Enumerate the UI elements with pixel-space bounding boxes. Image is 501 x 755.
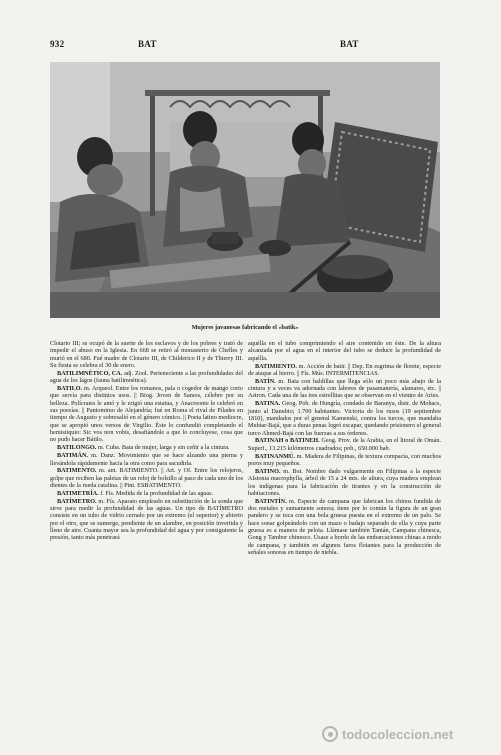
entry-text: m. Cuba. Bata de mujer, larga y sin ceñir a la cintura.	[96, 444, 230, 452]
entry-headword: BATINA.	[255, 400, 281, 408]
entry-batin	[248, 378, 441, 400]
entry-batiman	[50, 452, 243, 467]
entry-text: m. Arqueol. Entre los romanos, pala o cogedor de mango corto que servía para distintos usos. || Biog. Joven de Samos, célebre por su belleza. Polícrates le amó y le erigió una estatua, y Anacreonte le celebró en sus poesías. || Pantomimo de Alejandría; fué en Roma el rival de Pílades en tiempo de Augusto y sobresalió en el género cómico. || Poeta latino mediocre, que se apropió unos versos de Virgilio. Éste lo confundió completando el hemistiquio: Sic vos non vobis, desafiándole a que lo concluyese, cosa que no pudo hacer Bátilo.	[50, 385, 243, 444]
entry-text: Geog. Pob. de Hungría, condado de Baranya, distr. de Mohacs, junto al Danubio; 1.700 habitantes. Victoria de los rusos (19 septiembre 1810), mandados por el general Kamenski, contra los turcos, que mandaba Muhtar-Bajá, que a duras penas logró escapar, quedando prisionero el general turco Ahmed-Bajá con las fuerzas a sus órdenes.	[248, 400, 441, 437]
text-column-left	[50, 340, 243, 542]
entry-text: Clotario III; se ocupó de la suerte de los esclavos y de los pobres y trató de impedir el abuso en la Iglesia. En 668 se retiró al monasterio de Chelles y murió en el 680. Fué madre de Clotario III, de Childerico II y de Thierry III. Su fiesta se celebra el 30 de enero.	[50, 340, 243, 370]
entry-headword: BATINAH o BATINEH.	[255, 437, 320, 445]
entry-batilimnetico	[50, 370, 243, 385]
entry-continuation	[248, 340, 441, 362]
entry-text: m. Danz. Movimiento que se hace alzando una pierna y llevándola rápidamente hacia la otra como para sacudirla.	[50, 452, 243, 467]
entry-headword: BATINANMÚ.	[255, 452, 295, 460]
entry-headword: BATILO.	[57, 385, 83, 393]
entry-text: aquélla en el tubo comprimiendo el aire contenido en éste. De la altura alcanzada por el agua en el interior del tubo se deduce la profundidad de aquélla.	[248, 340, 441, 362]
entry-batinanmu	[248, 453, 441, 468]
entry-headword: BATINO.	[255, 467, 281, 475]
entry-batilongo	[50, 444, 243, 451]
entry-text: f. Fís. Medida de la profundidad de las aguas.	[98, 489, 214, 497]
entry-text: adj. Zool. Perteneciente a las profundidades del agua de los lagos (fauna batilimnética).	[50, 369, 243, 385]
entry-batino	[248, 468, 441, 497]
watermark	[322, 722, 492, 746]
batik-photograph	[50, 62, 440, 318]
entry-batintin	[248, 498, 441, 557]
entry-text: m. ant. BATIMIENTO. || Art. y Of. Entre los relojeros, golpe que reciben las paletas de un reloj de bolsillo al paso de cada uno de los dientes de la rueda catalina. || Pint. ESBATIMENTO.	[50, 467, 243, 490]
entry-headword: BATIMIENTO.	[255, 362, 297, 370]
entry-text: m. Madera de Filipinas, de textura compacta, con muchos poros muy pequeños.	[248, 452, 441, 467]
entry-batilo	[50, 385, 243, 444]
running-head-right: BAT	[340, 39, 359, 49]
entry-text: m. Bata con haldillas que llega sólo un poco más abajo de la cintura y a veces va adornada con labores de pasamanería, alamares, etc. || Astron. Cada una de las tres estrellitas que se observan en el vientre de Aries.	[248, 377, 441, 400]
entry-headword: BATIMÁN.	[57, 452, 88, 460]
entry-batimento	[50, 467, 243, 489]
photo-illustration	[50, 62, 440, 318]
entry-headword: BATINTÍN.	[255, 497, 287, 505]
entry-headword: BATÍN.	[255, 377, 276, 385]
entry-text: m. Bot. Nombre dado vulgarmente en Filipinas a la especie Alstonia macrophylla, árbol de 15 a 24 mts. de altura, cuya madera emplean los indígenas para la fabricación de tirantes y en la construcción de habitaciones.	[248, 467, 441, 497]
entry-headword: BATILIMNÉTICO, CA.	[57, 369, 123, 377]
entry-batimetria	[50, 490, 243, 497]
entry-batina	[248, 400, 441, 437]
text-column-right	[248, 340, 441, 557]
watermark-text: todocoleccion.net	[342, 726, 454, 742]
entry-text: m. Acción de batir. || Dep. En esgrima de florete, especie de ataque al hierro. || Fís. Mús. INTERMITENCIAS.	[248, 362, 441, 377]
entry-continuation	[50, 340, 243, 369]
photo-caption: Mujeres javanesas fabricando el «batik»	[191, 324, 299, 331]
entry-text: Geog. Prov. de la Arabia, en el litoral de Omán. Superf., 13.215 kilómetros cuadrados; pob., 650.000 hab.	[248, 437, 442, 452]
entry-headword: BATILONGO.	[57, 444, 97, 452]
entry-text: m. Fís. Aparato empleado en substitución de la sonda que sirve para medir la profundidad de las aguas. Un tipo de BATÍMETRO consiste en un tubo de vidrio cerrado por un extremo (el superior) y abierto por el otro, que se sumerge, pendiente de un alambre, en posición invertida y lleno de aire. Cuanta mayor sea la profundidad del agua y por consiguiente la presión, tanto más penetrará	[50, 497, 243, 542]
entry-headword: BATIMETRÍA.	[57, 489, 99, 497]
running-head-left: BAT	[138, 39, 157, 49]
page-number: 932	[50, 39, 65, 49]
entry-batimiento	[248, 363, 441, 378]
entry-headword: BATIMENTO.	[57, 467, 97, 475]
watermark-logo-icon	[322, 726, 338, 742]
entry-headword: BATÍMETRO.	[57, 497, 97, 505]
entry-text: m. Especie de campana que fabrican los chinos fundida de dos metales y sumamente sonora; tiene por lo común la figura de un gran pandero y se toca con una bola gruesa puesta en el extremo de un palo. Se hace sonar golpeándolo con un mazo o badajo separado de ella y cuya parte gruesa es a manera de pelota. Llámase también Tantán, Campana chinesca, Gong y Tambor chinesco. Úsase a bordo de las embarcaciones chinas a modo de campana, y también en algunos faros flotantes para la producción de señales sonoras en tiempo de niebla.	[248, 497, 441, 557]
entry-batinah	[248, 437, 441, 452]
entry-batimetro	[50, 498, 243, 542]
